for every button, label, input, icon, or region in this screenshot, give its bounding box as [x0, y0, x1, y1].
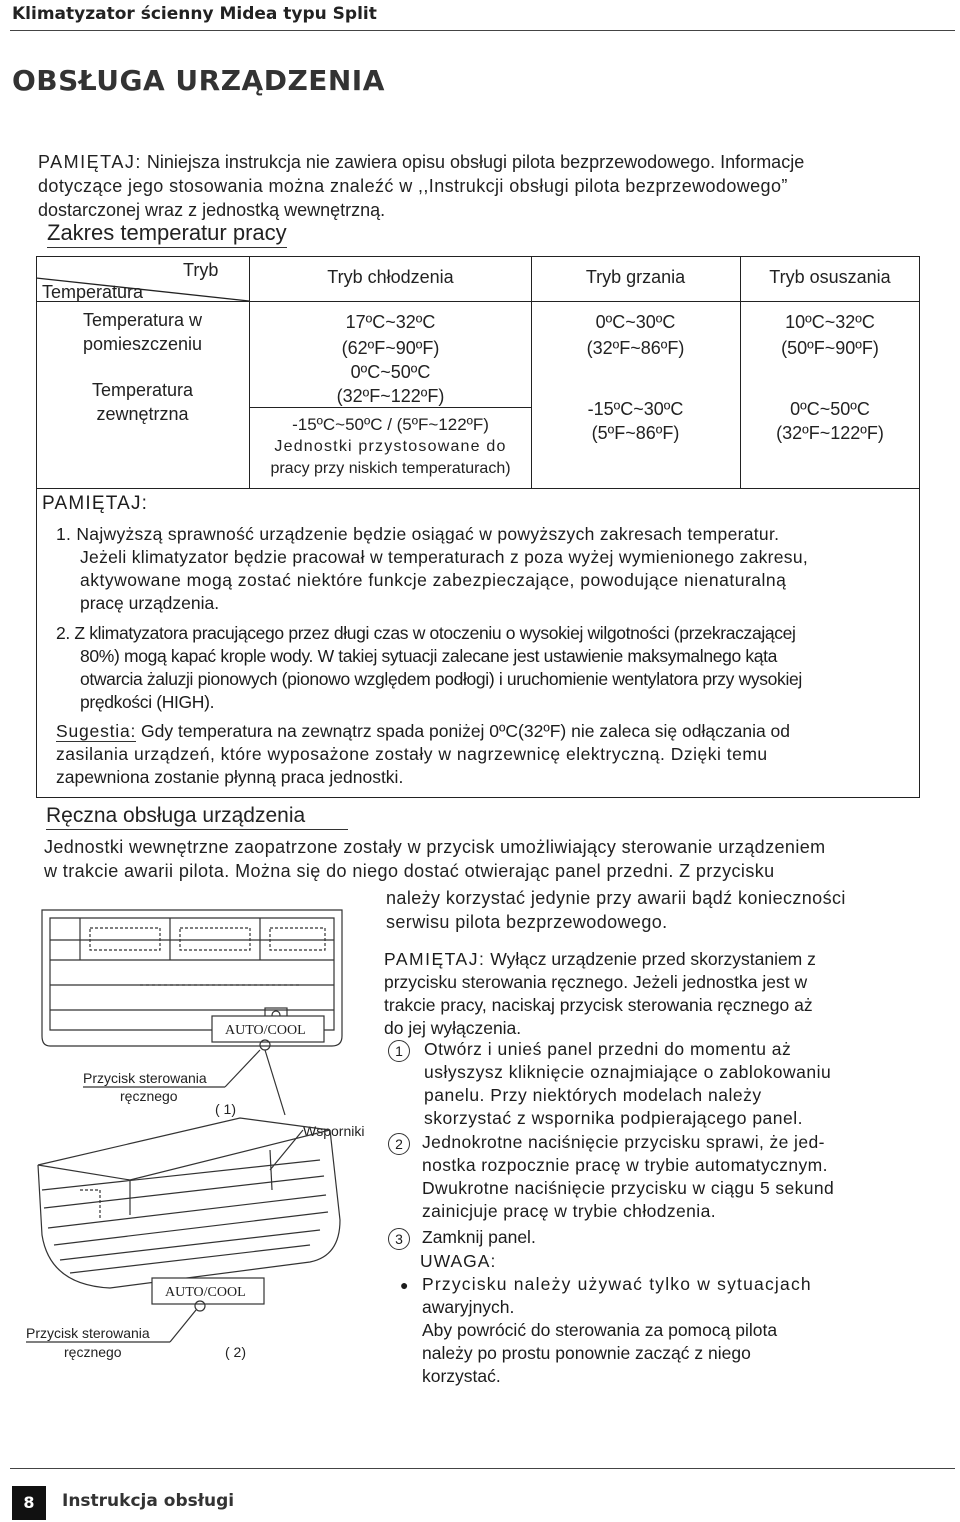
suggestion-line-3: zapewniona zostanie płynną praca jednostki. [56, 767, 404, 787]
col-header-drying: Tryb osuszania [769, 267, 891, 287]
manual-intro-line-2: w trakcie awarii pilota. Można się do niego dostać otwierając panel przedni. Z przycisku [44, 861, 775, 881]
note-1-line-1: 1. Najwyższą sprawność urządzenie będzie osiągać w powyższych zakresach temperatur. [56, 524, 780, 544]
suggestion-line-2: zasilania urządzeń, które wyposażone zostały w nagrzewnicę elektryczną. Dzięki temu [56, 744, 768, 764]
page-number: 8 [12, 1486, 46, 1520]
corner-temperature-label: Temperatura [42, 282, 144, 302]
ac-unit-figure [20, 890, 380, 1380]
step-3-line-1: Zamknij panel. [422, 1227, 536, 1247]
indoor-drying-c: 10ºC~32ºC [785, 312, 875, 332]
bullet-icon: ● [400, 1277, 409, 1293]
row-label-indoor [36, 308, 249, 356]
note-1 [56, 523, 906, 615]
outdoor-heating [531, 397, 740, 445]
auto-cool-label-1: AUTO/COOL [225, 1023, 306, 1038]
manual-remember-line-1: Wyłącz urządzenie przed skorzystaniem z [490, 949, 816, 969]
outdoor-heating-f: (5ºF~86ºF) [591, 423, 680, 443]
row-label-outdoor-line-2: zewnętrzna [96, 404, 189, 424]
outdoor-cooling-divider [250, 407, 531, 408]
manual-remember [384, 948, 914, 1040]
indoor-cooling-c: 17ºC~32ºC [345, 312, 436, 332]
row-label-outdoor-line-1: Temperatura [91, 380, 194, 400]
manual-remember-line-3: trakcie pracy, naciskaj przycisk sterowania ręcznego aż [384, 995, 813, 1015]
table-col-sep-3 [740, 256, 741, 488]
note-2-line-2: 80%) mogą kapać krople wody. W takiej sytuacji zalecane jest ustawienie maksymalnego kąta [80, 646, 778, 666]
indoor-drying-f: (50ºF~90ºF) [781, 338, 879, 358]
caution [400, 1273, 920, 1388]
outdoor-drying-c: 0ºC~50ºC [790, 399, 870, 419]
outdoor-cooling-f: (32ºF~122ºF) [336, 386, 445, 406]
suggestion [56, 720, 916, 789]
caution-line-2: awaryjnych. [422, 1297, 515, 1317]
note-1-line-4: pracę urządzenia. [80, 593, 220, 613]
note-1-line-3: aktywowane mogą zostać niektóre funkcje zabezpieczające, powodujące nienaturalną [80, 570, 787, 590]
auto-cool-label-2: AUTO/COOL [165, 1285, 246, 1300]
temp-range-heading: Zakres temperatur pracy [47, 220, 287, 248]
manual-intro-line-4: serwisu pilota bezprzewodowego. [386, 912, 668, 932]
outdoor-cooling-lowtemp-range: -15ºC~50ºC / (5ºF~122ºF) [292, 415, 489, 434]
outdoor-drying [740, 397, 920, 445]
intro-paragraph [38, 150, 923, 222]
figure-caption-2: ( 2) [225, 1344, 246, 1360]
button-label-2a: Przycisk sterowania [26, 1325, 150, 1341]
table-bottom-rule [36, 488, 920, 489]
note-2 [56, 622, 916, 714]
outdoor-cooling-c: 0ºC~50ºC [350, 362, 431, 382]
row-label-indoor-line-2: pomieszczeniu [82, 334, 203, 354]
indoor-cooling-f: (62ºF~90ºF) [341, 338, 440, 358]
step-3 [388, 1226, 918, 1250]
caution-label: UWAGA: [420, 1251, 497, 1271]
button-label-2b: ręcznego [64, 1344, 122, 1360]
col-header-cooling: Tryb chłodzenia [327, 267, 454, 287]
step-1-line-4: skorzystać z wspornika podpierającego panel. [424, 1108, 803, 1128]
unit-open-view [38, 1118, 340, 1288]
notes-label: PAMIĘTAJ: [42, 493, 149, 514]
step-2-line-3: Dwukrotne naciśnięcie przycisku w ciągu 5 sekund [422, 1178, 835, 1198]
indoor-heating-f: (32ºF~86ºF) [586, 338, 685, 358]
step-2-line-2: nostka rozpocznie pracę w trybie automatycznym. [422, 1155, 828, 1175]
corner-mode-label: Tryb [183, 260, 219, 280]
caution-line-5: korzystać. [422, 1366, 501, 1386]
outdoor-drying-f: (32ºF~122ºF) [776, 423, 884, 443]
step-2 [388, 1131, 918, 1223]
indoor-heating-c: 0ºC~30ºC [595, 312, 676, 332]
manual-heading: Ręczna obsługa urządzenia [46, 804, 348, 830]
intro-line-2: dotyczące jego stosowania można znaleźć w ,,Instrukcji obsługi pilota bezprzewodowego” [38, 176, 788, 196]
intro-note-label: PAMIĘTAJ: [38, 152, 142, 172]
step-1-number: 1 [388, 1040, 410, 1062]
step-2-line-4: zainicjuje pracę w trybie chłodzenia. [422, 1201, 716, 1221]
indoor-heating [531, 309, 740, 361]
intro-line-1: Niniejsza instrukcja nie zawiera opisu obsługi pilota bezprzewodowego. Informacje [146, 152, 805, 172]
intro-line-3: dostarczonej wraz z jednostką wewnętrzną. [38, 200, 386, 220]
step-1-line-3: panelu. Przy niektórych modelach należy [424, 1085, 762, 1105]
suggestion-line-1: Gdy temperatura na zewnątrz spada poniżej 0ºC(32ºF) nie zaleca się odłączania od [141, 721, 791, 741]
outdoor-heating-c: -15ºC~30ºC [587, 399, 684, 419]
support-label: Wsporniki [303, 1123, 365, 1139]
manual-remember-line-2: przycisku sterowania ręcznego. Jeżeli jednostka jest w [384, 972, 808, 992]
button-label-1a: Przycisk sterowania [83, 1070, 207, 1086]
caution-line-1: Przycisku należy używać tylko w sytuacjach [422, 1274, 812, 1294]
figure-caption-1: ( 1) [215, 1101, 236, 1117]
indoor-drying [740, 309, 920, 361]
table-col-sep-2 [531, 256, 532, 488]
header-rule [10, 30, 955, 31]
caution-line-4: należy po prostu ponownie zacząć z niego [422, 1343, 751, 1363]
step-3-number: 3 [388, 1228, 410, 1250]
manual-intro-line-1: Jednostki wewnętrzne zaopatrzone zostały w przycisk umożliwiający sterowanie urządzeniem [44, 837, 826, 857]
caution-line-3: Aby powrócić do sterowania za pomocą pilota [422, 1320, 778, 1340]
suggestion-label: Sugestia: [56, 721, 137, 741]
running-header: Klimatyzator ścienny Midea typu Split [12, 4, 377, 24]
footer-title: Instrukcja obsługi [62, 1491, 235, 1511]
manual-intro [44, 835, 924, 883]
footer-rule [10, 1468, 955, 1469]
section-title: OBSŁUGA URZĄDZENIA [12, 64, 385, 97]
step-2-line-1: Jednokrotne naciśnięcie przycisku sprawi, że jed- [422, 1132, 825, 1152]
note-2-line-1: 2. Z klimatyzatora pracującego przez długi czas w otoczeniu o wysokiej wilgotności (przekraczającej [56, 623, 796, 643]
outdoor-cooling-lowtemp-note-1: Jednostki przystosowane do [274, 438, 507, 455]
note-2-line-4: prędkości (HIGH). [80, 692, 215, 712]
step-1-line-2: usłyszysz kliknięcie oznajmiające o zablokowaniu [424, 1062, 832, 1082]
row-label-indoor-line-1: Temperatura w [82, 310, 203, 330]
manual-remember-line-4: do jej wyłączenia. [384, 1018, 522, 1038]
outdoor-cooling [250, 360, 531, 408]
col-header-heating: Tryb grzania [585, 267, 686, 287]
step-2-number: 2 [388, 1133, 410, 1155]
row-label-outdoor [36, 378, 249, 426]
manual-remember-label: PAMIĘTAJ: [384, 949, 486, 969]
step-1 [388, 1038, 918, 1130]
outdoor-cooling-lowtemp [250, 414, 531, 480]
manual-intro-cont [386, 886, 926, 934]
step-1-line-1: Otwórz i unieś panel przedni do momentu aż [424, 1039, 792, 1059]
manual-intro-line-3: należy korzystać jedynie przy awarii bądź konieczności [386, 888, 846, 908]
outdoor-cooling-lowtemp-note-2: pracy przy niskich temperaturach) [270, 460, 511, 477]
button-label-1b: ręcznego [120, 1088, 178, 1104]
note-1-line-2: Jeżeli klimatyzator będzie pracował w temperaturach z poza wyżej wymienionego zakresu, [80, 547, 809, 567]
note-2-line-3: otwarcia żaluzji pionowych (pionowo względem podłogi) i uruchomienie wentylatora przy wysokiej [80, 669, 802, 689]
indoor-cooling [250, 309, 531, 361]
